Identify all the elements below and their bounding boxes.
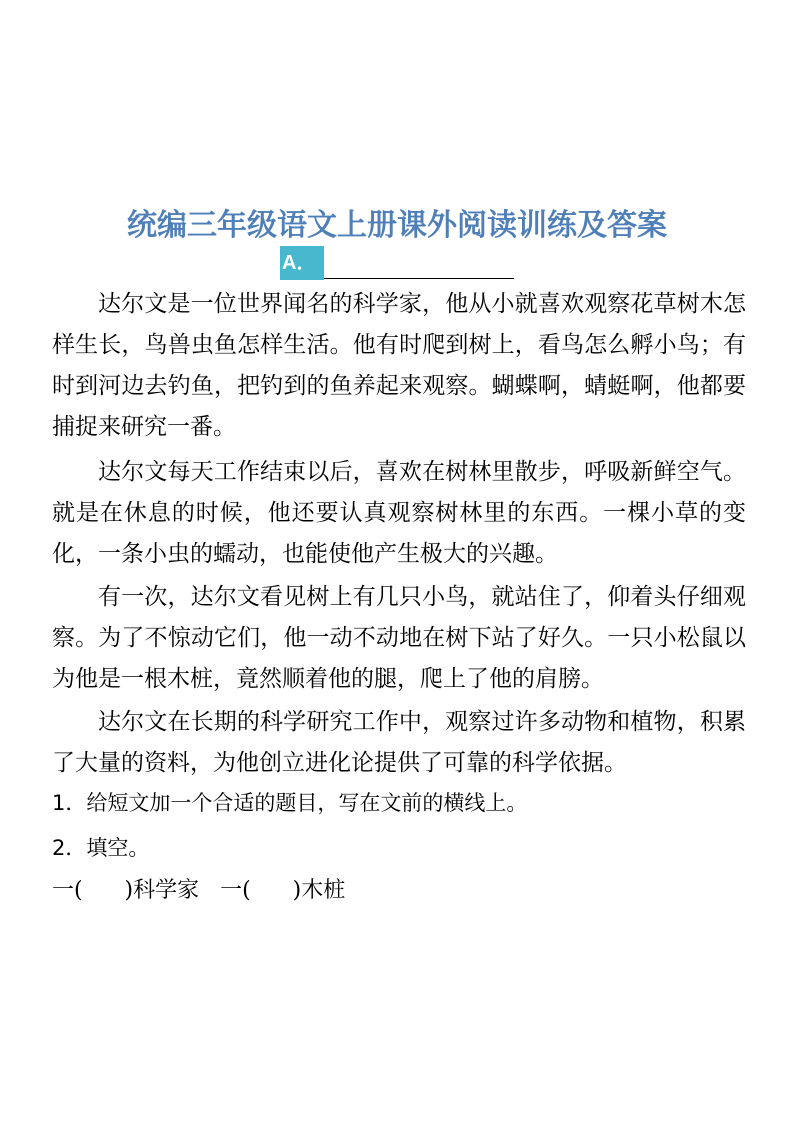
- paragraph-3: 有一次，达尔文看见树上有几只小鸟，就站住了，仰着头仔细观察。为了不惊动它们，他一动不动地在树下站了好久。一只小松鼠以为他是一根木桩，竟然顺着他的腿，爬上了他的肩膀。: [52, 584, 746, 692]
- title-answer-line[interactable]: [324, 278, 514, 279]
- paragraph-1: 达尔文是一位世界闻名的科学家，他从小就喜欢观察花草树木怎样生长，鸟兽虫鱼怎样生活。他有时爬到树上，看鸟怎么孵小鸟；有时到河边去钓鱼，把钓到的鱼养起来观察。蝴蝶啊，蜻蜓啊，他都要捕捉来研究一番。: [52, 291, 746, 440]
- document-title: 统编三年级语文上册课外阅读训练及答案: [127, 208, 667, 243]
- section-label: A．: [280, 246, 324, 280]
- fill-blank-line: 一( )科学家 一( )木桩: [52, 878, 346, 903]
- question-2: 2．填空。: [52, 836, 150, 860]
- paragraph-2: 达尔文每天工作结束以后，喜欢在树林里散步，呼吸新鲜空气。就是在休息的时候，他还要认真观察树林里的东西。一棵小草的变化，一条小虫的蠕动，也能使他产生极大的兴趣。: [52, 459, 746, 567]
- question-1: 1．给短文加一个合适的题目，写在文前的横线上。: [52, 791, 528, 815]
- paragraph-4: 达尔文在长期的科学研究工作中，观察过许多动物和植物，积累了大量的资料，为他创立进化论提供了可靠的科学依据。: [52, 709, 746, 776]
